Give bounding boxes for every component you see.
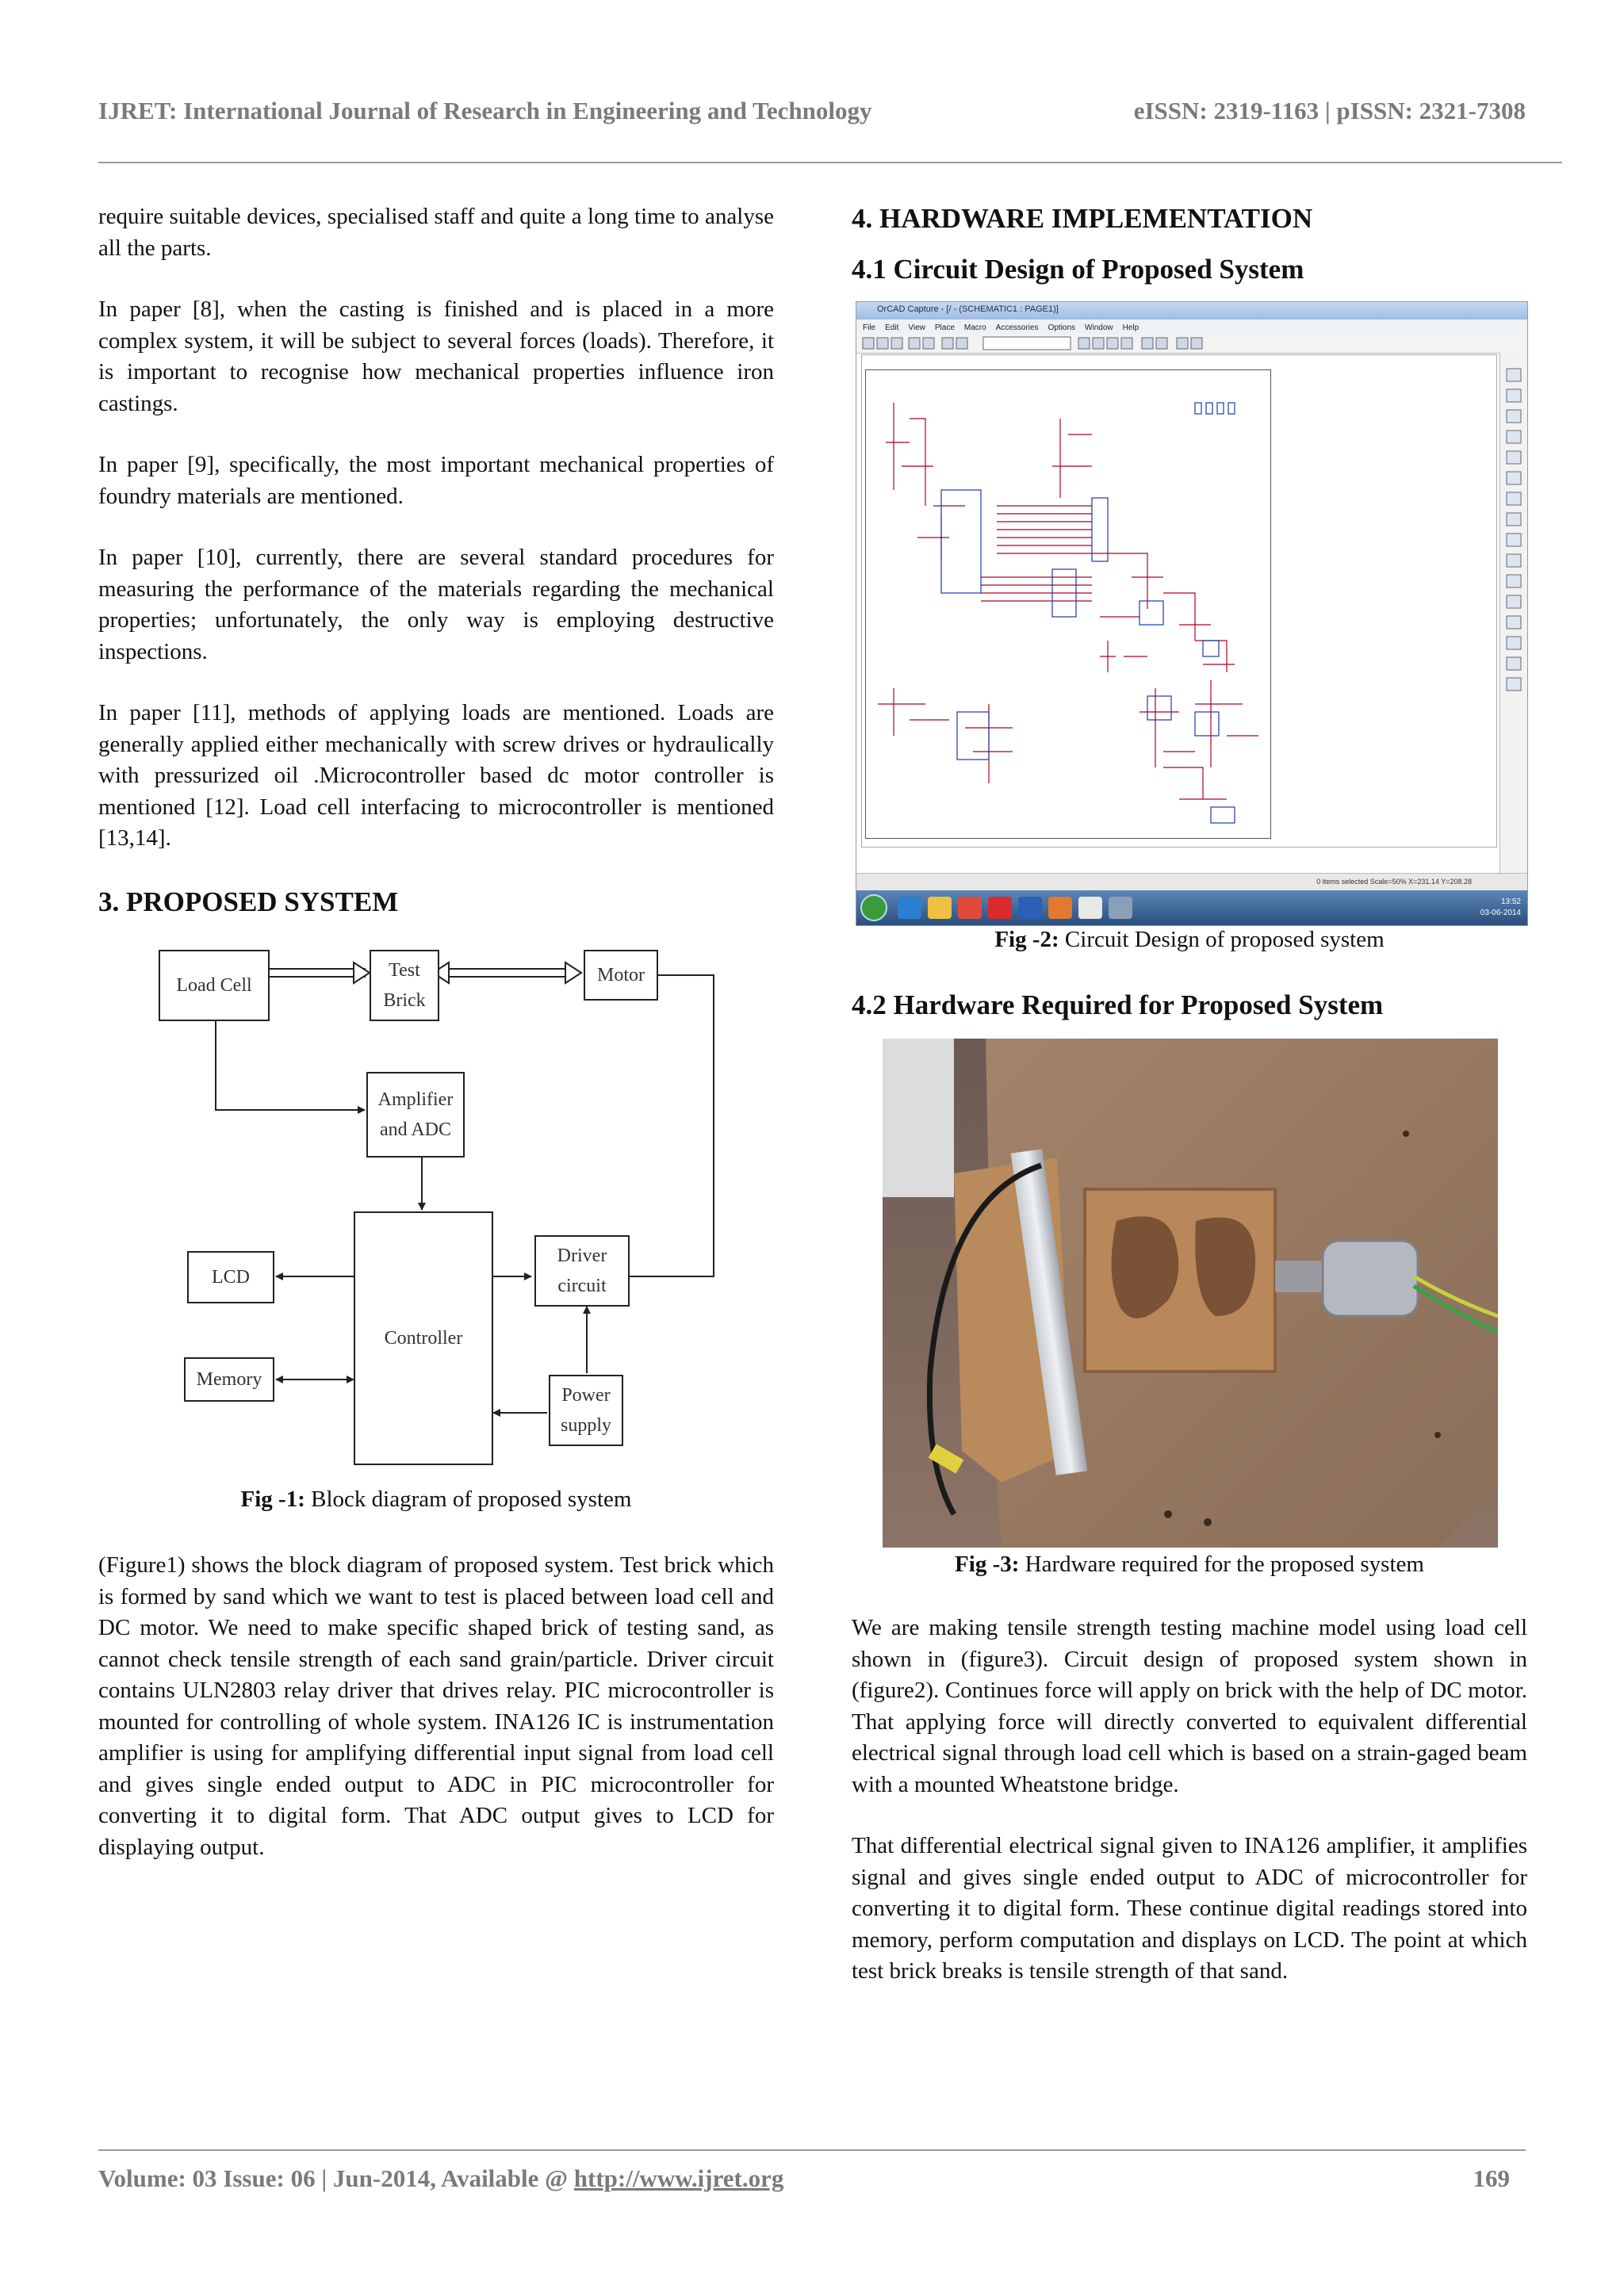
taskbar-icons [856,890,1189,925]
amplifier-label-1: Amplifier [377,1089,454,1110]
figure-2-label: Fig -2: [994,927,1059,952]
footer-divider [98,2149,1526,2151]
subsection-heading: 4.1 Circuit Design of Proposed System [852,254,1304,285]
toolbar-icons [856,334,1527,353]
header-divider [98,162,1562,163]
memory-block [184,1357,274,1402]
journal-title: IJRET: International Journal of Research in Engineering and Technology [98,97,872,124]
menu-bar [856,320,1527,335]
schematic-wires [862,355,1496,847]
circuit-design-screenshot [856,301,1528,926]
paragraph: That differential electrical signal given to INA126 amplifier, it amplifies signal and gives single ended output to ADC of microcontroller for converting it to digital form. These continue digital readings stored into memory, perform computation and displays on LCD. The point at which test brick breaks is tensile strength of that sand. [852,1833,1527,1984]
figure-3-label: Fig -3: [955,1552,1020,1577]
right-column-bottom [852,1613,1527,2018]
menu-macro: Macro [963,323,986,332]
menu-place: Place [934,323,955,332]
memory-label: Memory [196,1369,262,1390]
paragraph: require suitable devices, specialised staff and quite a long time to analyse all the parts. [98,204,774,261]
menu-accessories: Accessories [995,323,1039,332]
menu-window: Window [1085,323,1113,332]
paragraph: In paper [8], when the casting is finished and is placed in a more complex system, it will be subject to several forces (loads). Therefore, it is important to recognise how mechanical properties influence iron castings. [98,297,774,416]
test-brick-label-1: Test [389,960,420,981]
driver-label-1: Driver [557,1246,607,1266]
footer-volume [98,2164,783,2193]
load-cell-label: Load Cell [176,975,252,996]
left-column [98,201,774,920]
power-label-2: supply [560,1415,611,1436]
lcd-block [187,1251,274,1303]
driver-label-2: circuit [557,1276,607,1296]
left-column-bottom [98,1550,774,1893]
load-cell-block [159,950,270,1021]
figure-1-caption [98,1484,774,1515]
menu-file: File [863,323,876,332]
window-title: OrCAD Capture - [/ - (SCHEMATIC1 : PAGE1)] [877,304,1059,314]
paragraph: (Figure1) shows the block diagram of proposed system. Test brick which is formed by sand which we want to test is placed between load cell and DC motor. We need to make specific shaped brick of testing sand, as cannot check tensile strength of each sand grain/particle. Driver circuit contains ULN2803 relay driver that drives relay. PIC microcontroller is mounted for controlling of whole system. INA126 IC is instrumentation amplifier is using for amplifying differential input signal from load cell and gives single ended output to ADC in PIC microcontroller for converting it to digital form. That ADC output gives to LCD for displaying output. [98,1552,774,1860]
window-titlebar [856,302,1527,320]
paragraph: We are making tensile strength testing machine model using load cell shown in (figure3). Circuit design of proposed system shown in (figure2). Continues force will apply on brick with the help of DC motor. That applying force will directly converted to equivalent differential electrical signal through load cell which is based on a strain-gaged beam with a mounted Wheatstone bridge. [852,1615,1527,1797]
page-header [98,97,1526,135]
controller-block [354,1211,493,1465]
journal-link[interactable]: http://www.ijret.org [573,2164,784,2192]
power-supply-block [549,1375,623,1446]
clock-time: 13:52 [1500,897,1521,906]
issn: eISSN: 2319-1163 | pISSN: 2321-7308 [1133,97,1526,124]
footer-volume-text: Volume: 03 Issue: 06 | Jun-2014, Available @ [98,2164,574,2192]
controller-label: Controller [384,1328,463,1349]
paragraph: In paper [11], methods of applying loads are mentioned. Loads are generally applied either mechanically with screw drives or hydraulically with pressurized oil .Microcontroller based dc motor controller is mentioned [12]. Load cell interfacing to microcontroller is mentioned [13,14]. [98,700,774,851]
motor-block [584,950,658,1001]
schematic-canvas [861,354,1497,848]
menu-edit: Edit [885,323,899,332]
subsection-heading: 4.2 Hardware Required for Proposed System [852,989,1384,1020]
menu-view: View [908,323,925,332]
paragraph: In paper [9], specifically, the most important mechanical properties of foundry materials are mentioned. [98,452,774,509]
taskbar-clock [1480,897,1521,919]
motor-label: Motor [597,965,645,985]
figure-1-label: Fig -1: [240,1487,305,1512]
figure-3-caption [852,1549,1527,1580]
block-diagram [155,943,726,1475]
hardware-photo-illustration [883,1039,1498,1548]
status-text: 0 items selected Scale=50% X=231.14 Y=208.28 [1316,878,1472,886]
test-brick-block [370,950,439,1021]
page-footer [98,2164,1510,2202]
power-label-1: Power [561,1385,611,1406]
palette-icons [1500,353,1527,876]
tool-bar [856,334,1527,354]
menu-help: Help [1122,323,1139,332]
amplifier-adc-block [366,1072,465,1158]
section-heading: 3. PROPOSED SYSTEM [98,886,399,917]
lcd-label: LCD [212,1267,250,1288]
driver-circuit-block [534,1235,630,1307]
figure-1-text: Block diagram of proposed system [311,1487,632,1512]
hardware-photo [883,1039,1498,1548]
clock-date: 03-06-2014 [1480,909,1521,917]
menu-options: Options [1048,323,1076,332]
figure-2-text: Circuit Design of proposed system [1064,927,1385,952]
status-bar [856,873,1527,891]
drawing-palette [1500,353,1527,876]
figure-3-text: Hardware required for the proposed system [1025,1552,1424,1577]
right-column [852,201,1527,287]
page-number: 169 [1473,2164,1510,2192]
amplifier-label-2: and ADC [380,1119,451,1140]
figure-2-caption [852,924,1527,955]
section-heading: 4. HARDWARE IMPLEMENTATION [852,203,1313,234]
windows-taskbar [856,890,1527,925]
test-brick-label-2: Brick [383,990,426,1011]
paragraph: In paper [10], currently, there are several standard procedures for measuring the performance of the materials regarding the mechanical properties; unfortunately, the only way is employing destructive inspections. [98,545,774,664]
